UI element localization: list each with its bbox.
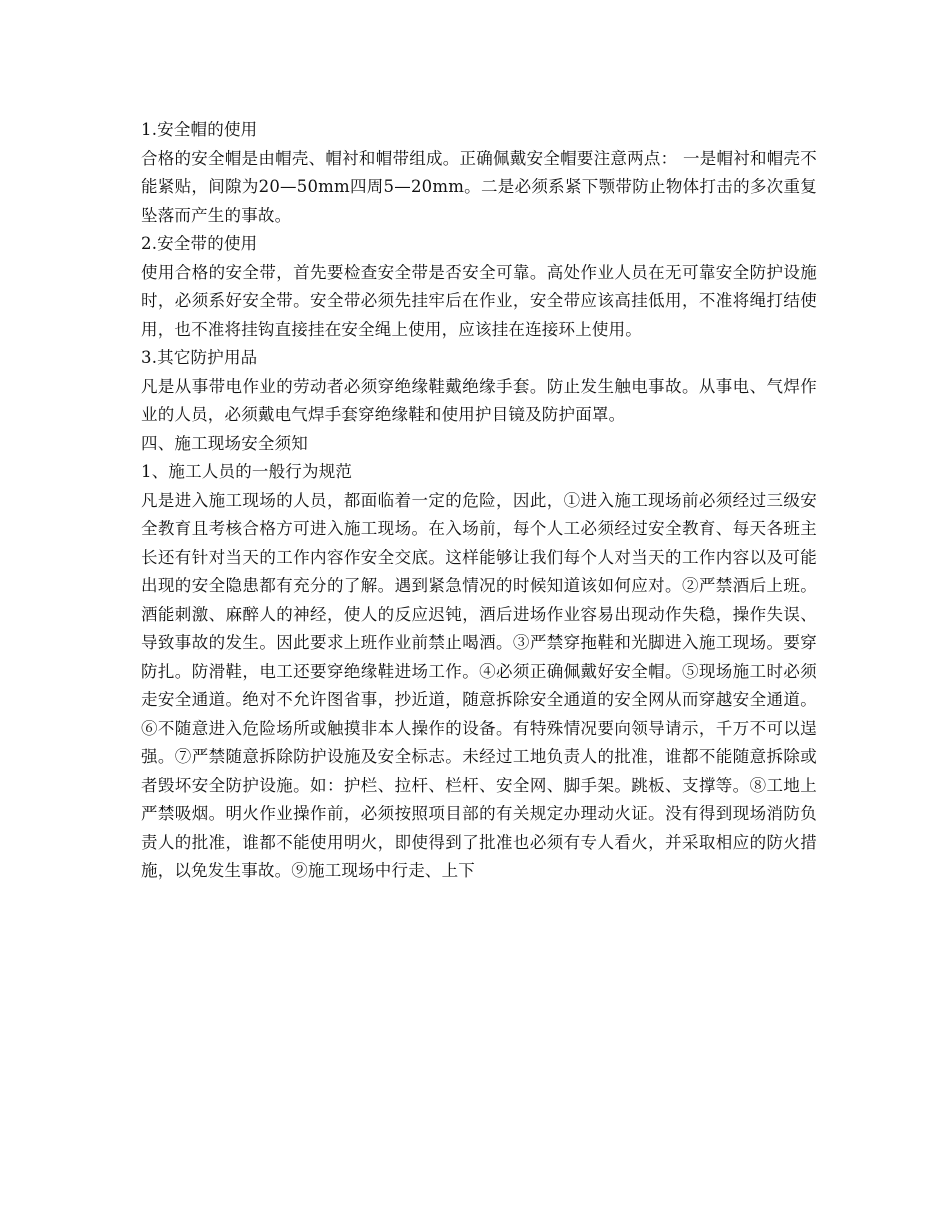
heading-helmet-use: 1.安全帽的使用 bbox=[141, 120, 258, 139]
paragraph-other-protective-gear: 凡是从事带电作业的劳动者必须穿绝缘鞋戴绝缘手套。防止发生触电事故。从事电、气焊作业的人员，必须戴电气焊手套穿绝缘鞋和使用护目镜及防护面罩。 bbox=[141, 376, 817, 424]
paragraph-worker-conduct: 凡是进入施工现场的人员，都面临着一定的危险，因此，①进入施工现场前必须经过三级安全教育且考核合格方可进入施工现场。在入场前，每个人工必须经过安全教育、每天各班主长还有针对当天的工作内容作安全交底。这样能够让我们每个人对当天的工作内容以及可能出现的安全隐患都有充分的了解。遇到紧急情况的时候知道该如何应对。②严禁酒后上班。酒能刺激、麻醉人的神经，使人的反应迟钝，酒后进场作业容易出现动作失稳，操作失误、导致事故的发生。因此要求上班作业前禁止喝酒。③严禁穿拖鞋和光脚进入施工现场。要穿防扎。防滑鞋，电工还要穿绝缘鞋进场工作。④必须正确佩戴好安全帽。⑤现场施工时必须走安全通道。绝对不允许图省事，抄近道，随意拆除安全通道的安全网从而穿越安全通道。⑥不随意进入危险场所或触摸非本人操作的设备。有特殊情况要向领导请示，千万不可以逞强。⑦严禁随意拆除防护设施及安全标志。未经过工地负责人的批准，谁都不能随意拆除或者毁坏安全防护设施。如：护栏、拉杆、栏杆、安全网、脚手架。跳板、支撑等。⑧工地上严禁吸烟。明火作业操作前，必须按照项目部的有关规定办理动火证。没有得到现场消防负责人的批准，谁都不能使用明火，即使得到了批准也必须有专人看火，并采取相应的防火措施，以免发生事故。⑨施工现场中行走、上下 bbox=[141, 490, 817, 880]
heading-worker-conduct: 1、施工人员的一般行为规范 bbox=[141, 462, 353, 481]
paragraph-helmet-use: 合格的安全帽是由帽壳、帽衬和帽带组成。正确佩戴安全帽要注意两点： 一是帽衬和帽壳不能紧贴，间隙为20—50mm四周5—20mm。二是必须系紧下颚带防止物体打击的多次重复坠落而产生的事故。 bbox=[141, 148, 817, 225]
heading-other-protective-gear: 3.其它防护用品 bbox=[141, 348, 258, 367]
heading-safety-belt-use: 2.安全带的使用 bbox=[141, 234, 258, 253]
section-heading-site-safety: 四、施工现场安全须知 bbox=[141, 433, 308, 453]
paragraph-safety-belt-use: 使用合格的安全带，首先要检查安全带是否安全可靠。高处作业人员在无可靠安全防护设施时，必须系好安全带。安全带必须先挂牢后在作业，安全带应该高挂低用，不准将绳打结使用，也不准将挂钩直接挂在安全绳上使用，应该挂在连接环上使用。 bbox=[141, 262, 817, 339]
document-body bbox=[141, 116, 817, 886]
